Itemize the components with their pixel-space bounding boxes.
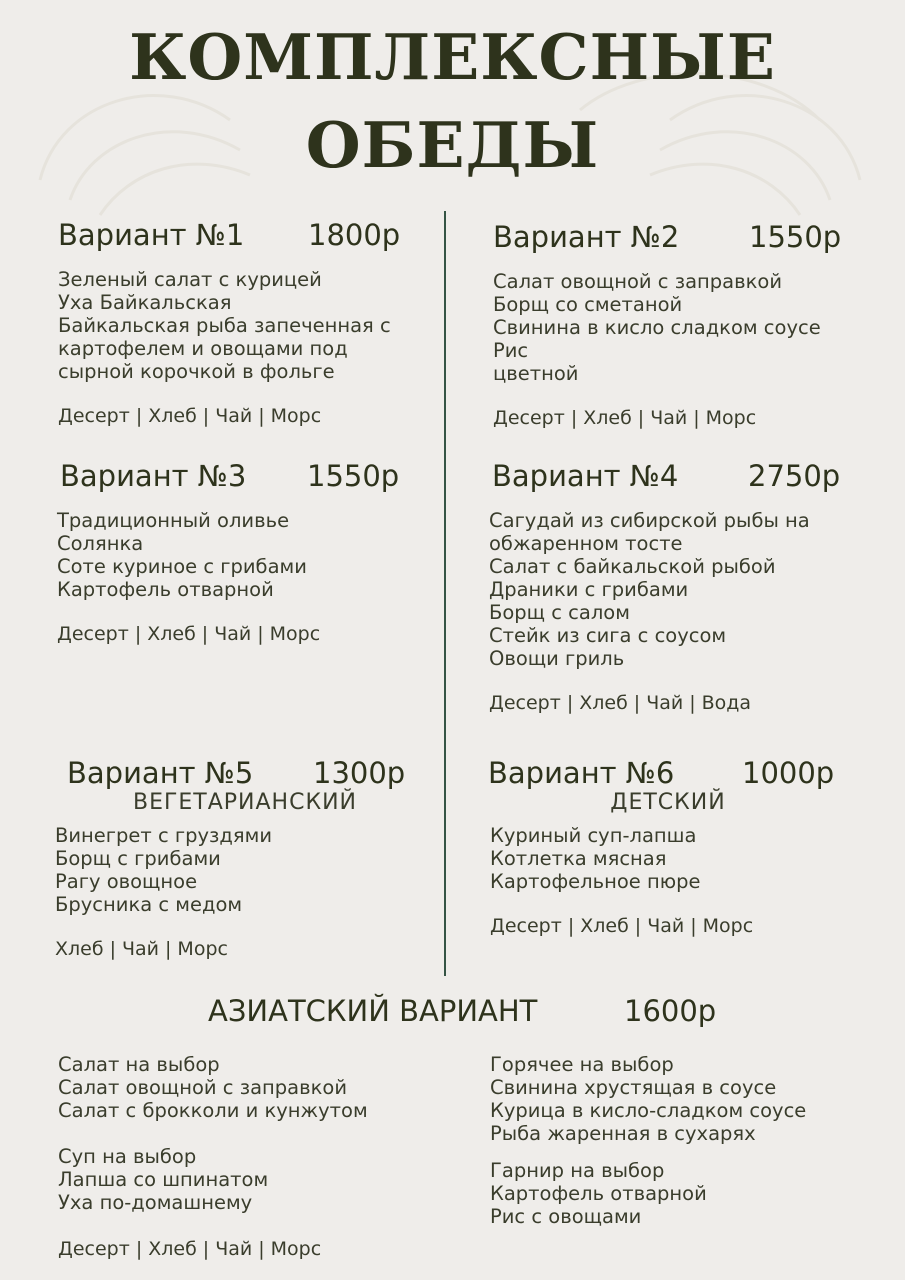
dish-item: Рис: [493, 339, 529, 362]
dish-list: [57, 509, 450, 601]
extras-line: Десерт | Хлеб | Чай | Морс: [490, 915, 754, 937]
extra-item: Чай: [647, 915, 685, 937]
dish-item: Салат овощной с заправкой: [493, 270, 782, 293]
extra-item: Хлеб: [148, 1238, 197, 1260]
dish-item: Борщ с грибами: [55, 847, 221, 870]
variant-2: [493, 216, 883, 429]
garnish-list: [490, 1159, 890, 1228]
asian-left-column: [58, 1053, 458, 1260]
extra-item: Чай: [215, 1238, 253, 1260]
dish-item: картофелем и овощами под: [58, 337, 348, 360]
dish-item: Салат на выбор: [58, 1053, 220, 1076]
variant-3: [57, 455, 450, 645]
dish-item: Овощи гриль: [489, 647, 625, 670]
variant-price: 1000р: [742, 756, 835, 790]
extras-line: Десерт | Хлеб | Чай | Морс: [493, 407, 757, 429]
variant-1: [58, 214, 448, 427]
variant-price: 1550р: [307, 459, 400, 493]
dish-item: Драники с грибами: [489, 578, 689, 601]
dish-item: Свинина в кисло сладком соусе: [493, 316, 821, 339]
variant-5: [55, 752, 415, 960]
dish-list: [490, 824, 848, 893]
variant-name: Вариант №6: [488, 756, 675, 790]
dish-item: Стейк из сига с соусом: [489, 624, 727, 647]
extra-item: Чай: [214, 623, 252, 645]
dish-item: Соте куриное с грибами: [57, 555, 307, 578]
dish-item: цветной: [493, 362, 579, 385]
dish-item: Уха Байкальская: [58, 291, 232, 314]
dish-item: Свинина хрустящая в соусе: [490, 1076, 777, 1099]
asian-right-column: [490, 1053, 890, 1228]
dish-item: Традиционный оливье: [57, 509, 290, 532]
extras-line: Десерт | Хлеб | Чай | Вода: [489, 692, 752, 714]
extra-item: Морс: [705, 407, 757, 429]
extra-item: Хлеб: [55, 938, 104, 960]
extra-item: Хлеб: [579, 692, 628, 714]
soup-list: [58, 1145, 458, 1214]
dish-item: Байкальская рыба запеченная с: [58, 314, 391, 337]
dish-item: Салат с брокколи и кунжутом: [58, 1099, 368, 1122]
dish-list: [489, 509, 882, 670]
dish-item: Солянка: [57, 532, 144, 555]
extra-item: Хлеб: [583, 407, 632, 429]
dish-item: Винегрет с груздями: [55, 824, 273, 847]
variant-price: 1300р: [313, 756, 406, 790]
asian-variant-price: 1600р: [624, 994, 717, 1028]
hot-dish-list: [490, 1053, 890, 1145]
variant-subtitle: ДЕТСКИЙ: [610, 790, 726, 815]
dish-item: Лапша со шпинатом: [58, 1168, 269, 1191]
extras-line: Хлеб | Чай | Морс: [55, 938, 228, 960]
extra-item: Морс: [270, 405, 322, 427]
extra-item: Морс: [269, 623, 321, 645]
dish-item: Рагу овощное: [55, 870, 198, 893]
dish-item: Борщ со сметаной: [493, 293, 683, 316]
dish-list: [55, 824, 415, 916]
extra-item: Десерт: [58, 1238, 130, 1260]
extra-item: Морс: [702, 915, 754, 937]
extra-item: Вода: [701, 692, 752, 714]
salad-list: [58, 1053, 458, 1122]
extras-line: Десерт | Хлеб | Чай | Морс: [58, 1238, 322, 1260]
extras-line: Десерт | Хлеб | Чай | Морс: [58, 405, 322, 427]
variant-4: [489, 455, 882, 714]
extra-item: Десерт: [489, 692, 561, 714]
dish-item: Горячее на выбор: [490, 1053, 674, 1076]
dish-list: [493, 270, 883, 385]
dish-item: Картофельное пюре: [490, 870, 701, 893]
extra-item: Чай: [121, 938, 160, 960]
variant-6: [488, 752, 848, 937]
page-title-line1: КОМПЛЕКСНЫЕ: [129, 20, 776, 94]
extra-item: Морс: [270, 1238, 322, 1260]
dish-item: Салат овощной с заправкой: [58, 1076, 347, 1099]
dish-item: Рыба жаренная в сухарях: [490, 1122, 756, 1145]
variant-name: Вариант №4: [492, 459, 679, 493]
dish-item: сырной корочкой в фольге: [58, 360, 335, 383]
dish-item: Уха по-домашнему: [58, 1191, 253, 1214]
dish-item: Картофель отварной: [57, 578, 274, 601]
variant-name: Вариант №3: [60, 459, 247, 493]
dish-item: Котлетка мясная: [490, 847, 667, 870]
dish-item: Зеленый салат с курицей: [58, 268, 322, 291]
variant-price: 1550р: [749, 220, 842, 254]
variant-name: Вариант №2: [493, 220, 680, 254]
dish-item: Гарнир на выбор: [490, 1159, 665, 1182]
extra-item: Хлеб: [148, 405, 197, 427]
variant-subtitle: ВЕГЕТАРИАНСКИЙ: [132, 790, 357, 815]
page-title-line2: ОБЕДЫ: [305, 108, 600, 182]
extra-item: Хлеб: [147, 623, 196, 645]
extra-item: Чай: [650, 407, 688, 429]
variant-name: Вариант №1: [58, 218, 245, 252]
asian-variant-name: АЗИАТСКИЙ ВАРИАНТ: [208, 994, 538, 1028]
extras-line: Десерт | Хлеб | Чай | Морс: [57, 623, 321, 645]
dish-item: Рис с овощами: [490, 1205, 642, 1228]
variant-price: 2750р: [748, 459, 841, 493]
extra-item: Десерт: [58, 405, 130, 427]
extra-item: Десерт: [493, 407, 565, 429]
extra-item: Чай: [646, 692, 684, 714]
dish-item: Куриный суп-лапша: [490, 824, 697, 847]
extra-item: Десерт: [57, 623, 129, 645]
dish-item: Борщ с салом: [489, 601, 630, 624]
dish-list: [58, 268, 448, 383]
dish-item: Салат с байкальской рыбой: [489, 555, 776, 578]
variant-name: Вариант №5: [67, 756, 254, 790]
dish-item: Картофель отварной: [490, 1182, 707, 1205]
dish-item: Брусника с медом: [55, 893, 243, 916]
extra-item: Чай: [215, 405, 253, 427]
dish-item: Сагудай из сибирской рыбы на: [489, 509, 810, 532]
dish-item: обжаренном тосте: [489, 532, 683, 555]
extra-item: Хлеб: [580, 915, 629, 937]
extra-item: Десерт: [490, 915, 562, 937]
asian-variant-header: [0, 990, 905, 1034]
variant-price: 1800р: [308, 218, 401, 252]
dish-item: Курица в кисло-сладком соусе: [490, 1099, 807, 1122]
dish-item: Суп на выбор: [58, 1145, 197, 1168]
extra-item: Морс: [177, 938, 228, 960]
